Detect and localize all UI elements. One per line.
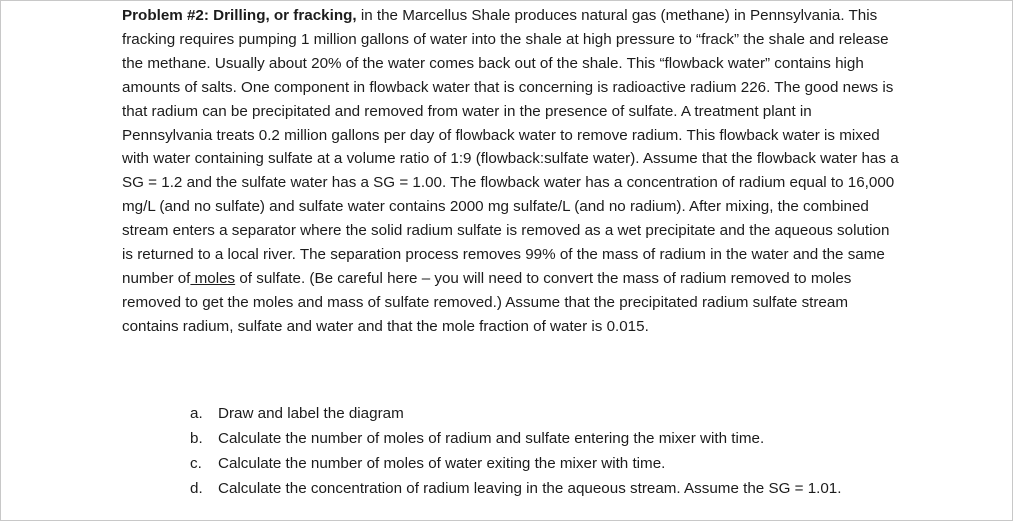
list-item [190,426,841,451]
list-item-text: Draw and label the diagram [218,405,404,422]
list-item-letter: d. [190,480,203,497]
problem-heading: Problem #2: Drilling, or fracking, [122,7,357,24]
list-item-letter: a. [190,405,203,422]
problem-paragraph [122,4,902,339]
problem-text-part-1: in the Marcellus Shale produces natural gas (methane) in Pennsylvania. This fracking requires pumping 1 million gallons of water into the shale at high pressure to “frack” the shale and release the methane. Usually about 20% of the water comes back out of the shale. This “flowback water” contains high amounts of salts. One component in flowback water that is concerning is radioactive radium 226. The good news is that radium can be precipitated and removed from water in the presence of sulfate. A treatment plant in Pennsylvania treats 0.2 million gallons per day of flowback water to remove radium. This flowback water is mixed with water containing sulfate at a volume ratio of 1:9 (flowback:sulfate water). Assume that the flowback water has a SG = 1.2 and the sulfate water has a SG = 1.00. The flowback water has a concentration of radium equal to 16,000 mg/L (and no sulfate) and sulfate water contains 2000 mg sulfate/L (and no radium). After mixing, the combined stream enters a separator where the solid radium sulfate is removed as a wet precipitate and the aqueous solution is returned to a local river. The separation process removes 99% of the mass of radium in the water and the same number of [122,7,899,287]
list-item [190,476,841,501]
list-item [190,451,841,476]
problem-text-part-2: of sulfate. (Be careful here – you will need to convert the mass of radium removed to moles removed to get the moles and mass of sulfate removed.) Assume that the precipitated radium sulfate stream contains radium, sulfate and water and that the mole fraction of water is 0.015. [122,269,852,335]
list-item-text: Calculate the concentration of radium leaving in the aqueous stream. Assume the SG = 1.01. [218,480,842,497]
task-list [190,401,841,501]
list-item-text: Calculate the number of moles of radium and sulfate entering the mixer with time. [218,430,765,447]
list-item-letter: c. [190,455,202,472]
underlined-moles: moles [190,269,236,287]
list-item [190,401,841,426]
list-item-letter: b. [190,430,203,447]
list-item-text: Calculate the number of moles of water exiting the mixer with time. [218,455,666,472]
